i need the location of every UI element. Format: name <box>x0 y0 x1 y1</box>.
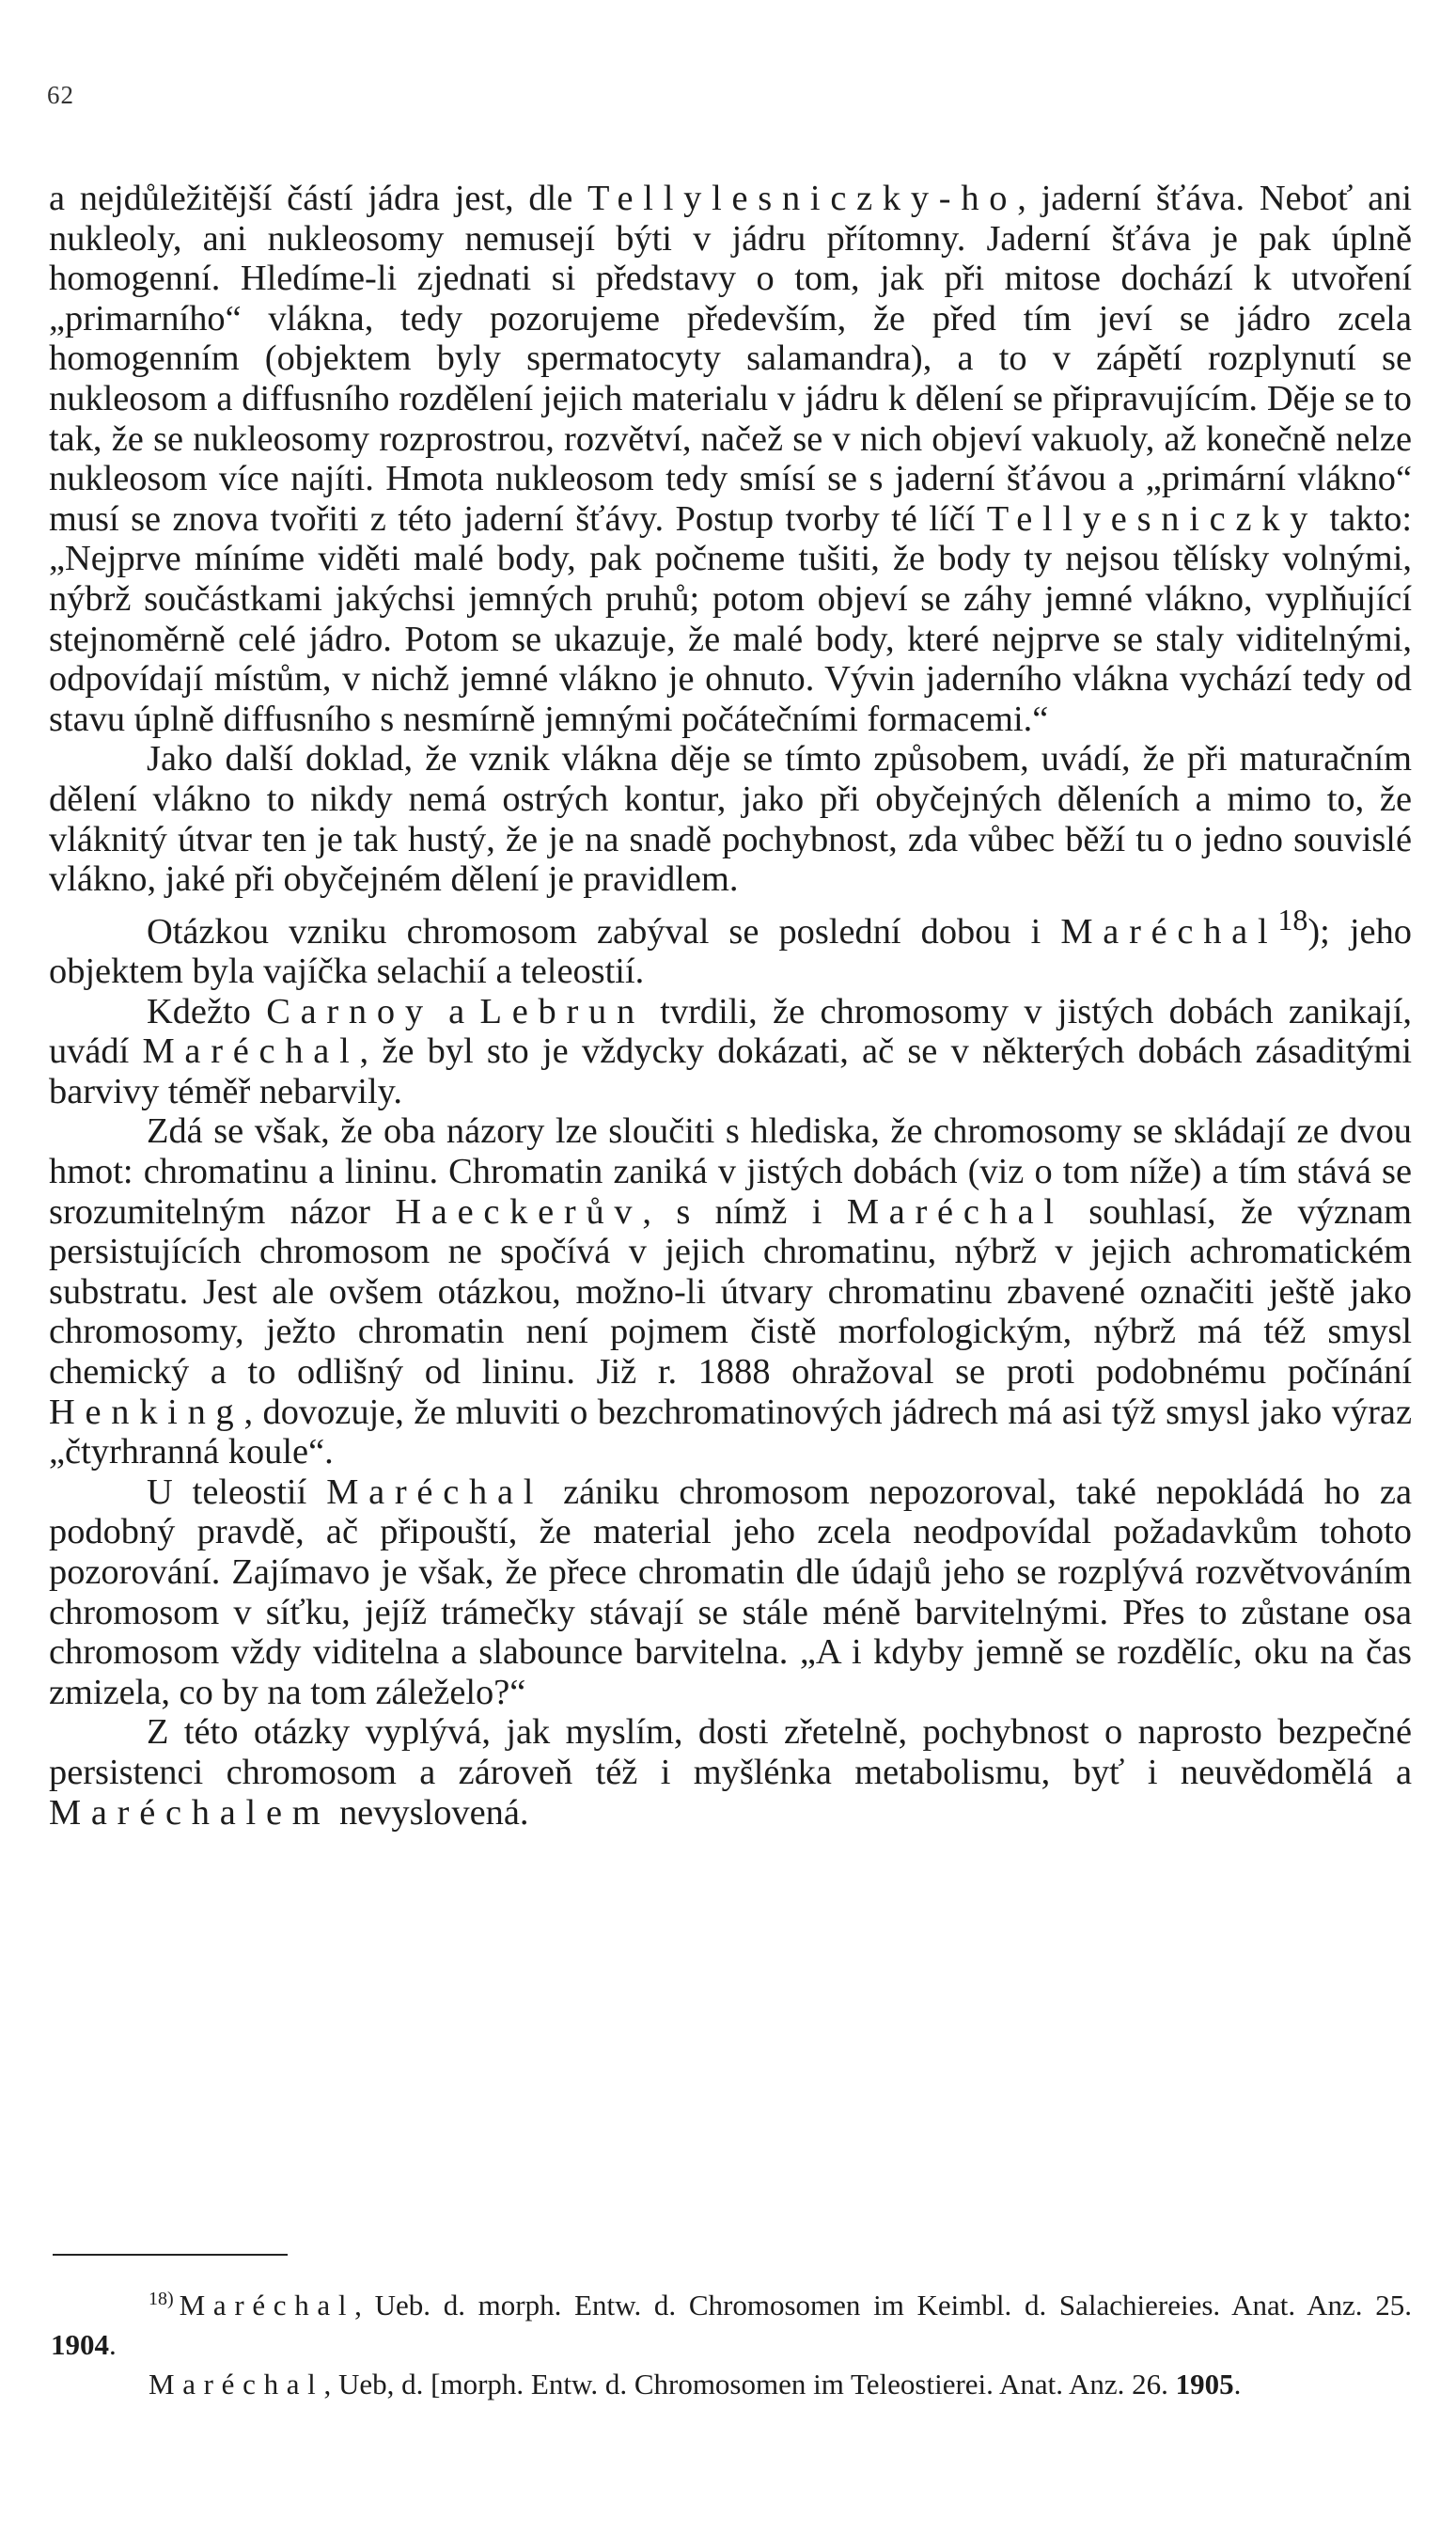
paragraph <box>49 739 1412 899</box>
text-run: Z této otázky vyplývá, jak myslím, dosti zřetelně, pochybnost o naprosto bezpečné persistenci chromosom a zároveň též i myšlénka metabolismu, byť i neuvědomělá a <box>49 1712 1412 1792</box>
text-run: , dovozuje, že mluviti o bezchromatinových jádrech má asi týž smysl jako výraz „čtyrhranná koule“. <box>49 1392 1412 1472</box>
author-name: Lebrun <box>479 991 645 1031</box>
text-run: Kdežto <box>147 991 267 1031</box>
footnote-divider <box>53 2254 288 2256</box>
year: 1905 <box>1175 2368 1234 2400</box>
text-run: , že byl sto je vždycky dokázati, ač se v některých dobách zásaditými barvivy téměř nebarvily. <box>49 1031 1412 1111</box>
year: 1904 <box>51 2328 109 2361</box>
text-run: nevyslovená. <box>330 1792 529 1833</box>
author-name: Tellylesniczky-ho <box>587 179 1018 218</box>
page-number: 62 <box>47 81 74 109</box>
text-run: , Ueb. d. morph. Entw. d. Chromosomen im Keimbl. d. Salachiereies. Anat. Anz. 25. <box>354 2289 1412 2322</box>
footnotes <box>51 2279 1412 2404</box>
text-run: Otázkou vzniku chromosom zabýval se poslední dobou i <box>147 911 1061 952</box>
footnote-reference: 18 <box>1277 902 1308 936</box>
text-run: souhlasí, že význam persistujících chromosom ne spočívá v jejich chromatinu, nýbrž v jejich achromatickém substratu. Jest ale ovšem otázkou, možno-li útvary chromatinu zbavené označiti ještě jako chromosomy, ježto chromatin není pojmem čistě morfologickým, nýbrž má též smysl chemický a to odlišný od lininu. Již r. 1888 ohražoval se proti podobnému počínání <box>49 1191 1412 1393</box>
text-run: Zdá se však, že oba názory lze sloučiti s hlediska, že chromosomy se skládají ze dvou hmot: chromatinu a lininu. Chromatin zaniká v jistých dobách (viz o tom níže) a tím stává se srozumitelným názor <box>49 1111 1412 1232</box>
paragraph <box>49 1712 1412 1833</box>
author-name: Haeckerův <box>395 1191 643 1232</box>
paragraph <box>49 1111 1412 1472</box>
author-name: Maréchal <box>142 1031 360 1072</box>
text-run: . <box>109 2328 117 2361</box>
text-run: , s nímž i <box>642 1191 847 1232</box>
author-name: Maréchalem <box>49 1792 331 1833</box>
footnote-mark: 18) <box>149 2289 174 2309</box>
author-name: Maréchal <box>1060 911 1278 952</box>
author-name: Maréchal <box>326 1472 544 1512</box>
paragraph <box>49 1472 1412 1713</box>
text-run: a <box>432 991 480 1031</box>
author-name: Maréchal <box>846 1191 1064 1232</box>
text-run: , jaderní šťáva. Neboť ani nukleoly, ani nukleosomy nemusejí býti v jádru přítomny. Jaderní šťáva je pak úplně homogenní. Hledíme-li zjednati si představy o tom, jak při mitose dochází k utvoření „primarního“ vlákna, tedy pozorujeme především, že před tím jeví se jádro zcela homogenním (objektem byly spermatocyty salamandra), a to v zápětí rozplynutí se nukleosom a diffusního rozdělení jejich materialu v jádru k dělení se připravujícím. Děje se to tak, že se nukleosomy rozprostrou, rozvětví, načež se v nich objeví vakuoly, až konečně nelze nukleosom více najíti. Hmota nukleosom tedy smísí se s jaderní šťávou a „primární vlákno“ musí se znova tvořiti z této jaderní šťávy. Postup tvorby té líčí <box>49 179 1413 539</box>
text-run: tvrdili, že chromosomy v jistých dobách zanikají, uvádí <box>49 991 1412 1072</box>
text-run: U teleostií <box>147 1472 327 1512</box>
text-run: a nejdůležitější částí jádra jest, dle <box>49 179 587 218</box>
footnote <box>51 2365 1412 2404</box>
text-run: . <box>1233 2368 1242 2400</box>
author-name: Maréchal <box>179 2289 355 2322</box>
author-name: Tellyesniczky <box>986 498 1319 539</box>
author-name: Carnoy <box>266 991 433 1031</box>
text-run: ); jeho objektem byla vajíčka selachií a teleostií. <box>49 911 1412 992</box>
footnote <box>51 2279 1412 2365</box>
paragraph <box>49 179 1412 739</box>
text-run: takto: „Nejprve míníme viděti malé body, pak počneme tušiti, že body ty nejsou tělísky volnými, nýbrž součástkami jakýchsi jemných pruhů; potom objeví se záhy jemné vlákno, vyplňující stejnoměrně celé jádro. Potom se ukazuje, že malé body, které nejprve se staly viditelnými, odpovídají místům, v nichž jemné vlákno je ohnuto. Vývin jaderního vlákna vychází tedy od stavu úplně diffusního s nesmírně jemnými počátečními formacemi.“ <box>49 498 1412 739</box>
text-run: Jako další doklad, že vznik vlákna děje se tímto způsobem, uvádí, že při maturačním dělení vlákno to nikdy nemá ostrých kontur, jako při obyčejných děleních a mimo to, že vláknitý útvar ten je tak hustý, že je na snadě pochybnost, zda vůbec běží tu o jedno souvislé vlákno, jaké při obyčejném dělení je pravidlem. <box>49 739 1412 900</box>
text-run: zániku chromosom nepozoroval, také nepokládá ho za podobný pravdě, ač připouští, že material jeho zcela neodpovídal požadavkům tohoto pozorování. Zajímavo je však, že přece chromatin dle údajů jeho se rozplývá rozvětvováním chromosom v síťku, jejíž trámečky stávají se stále méně barvitelnými. Přes to zůstane osa chromosom vždy viditelna a slabounce barvitelna. „A i kdyby jemně se rozdělíc, oku na čas zmizela, co by na tom záleželo?“ <box>49 1472 1413 1712</box>
paragraph <box>49 992 1412 1112</box>
text-run: , Ueb, d. [morph. Entw. d. Chromosomen im Teleostierei. Anat. Anz. 26. <box>323 2368 1176 2400</box>
author-name: Maréchal <box>149 2368 324 2400</box>
paragraph <box>49 900 1412 992</box>
body-text <box>49 179 1412 1833</box>
author-name: Henking <box>49 1392 244 1432</box>
